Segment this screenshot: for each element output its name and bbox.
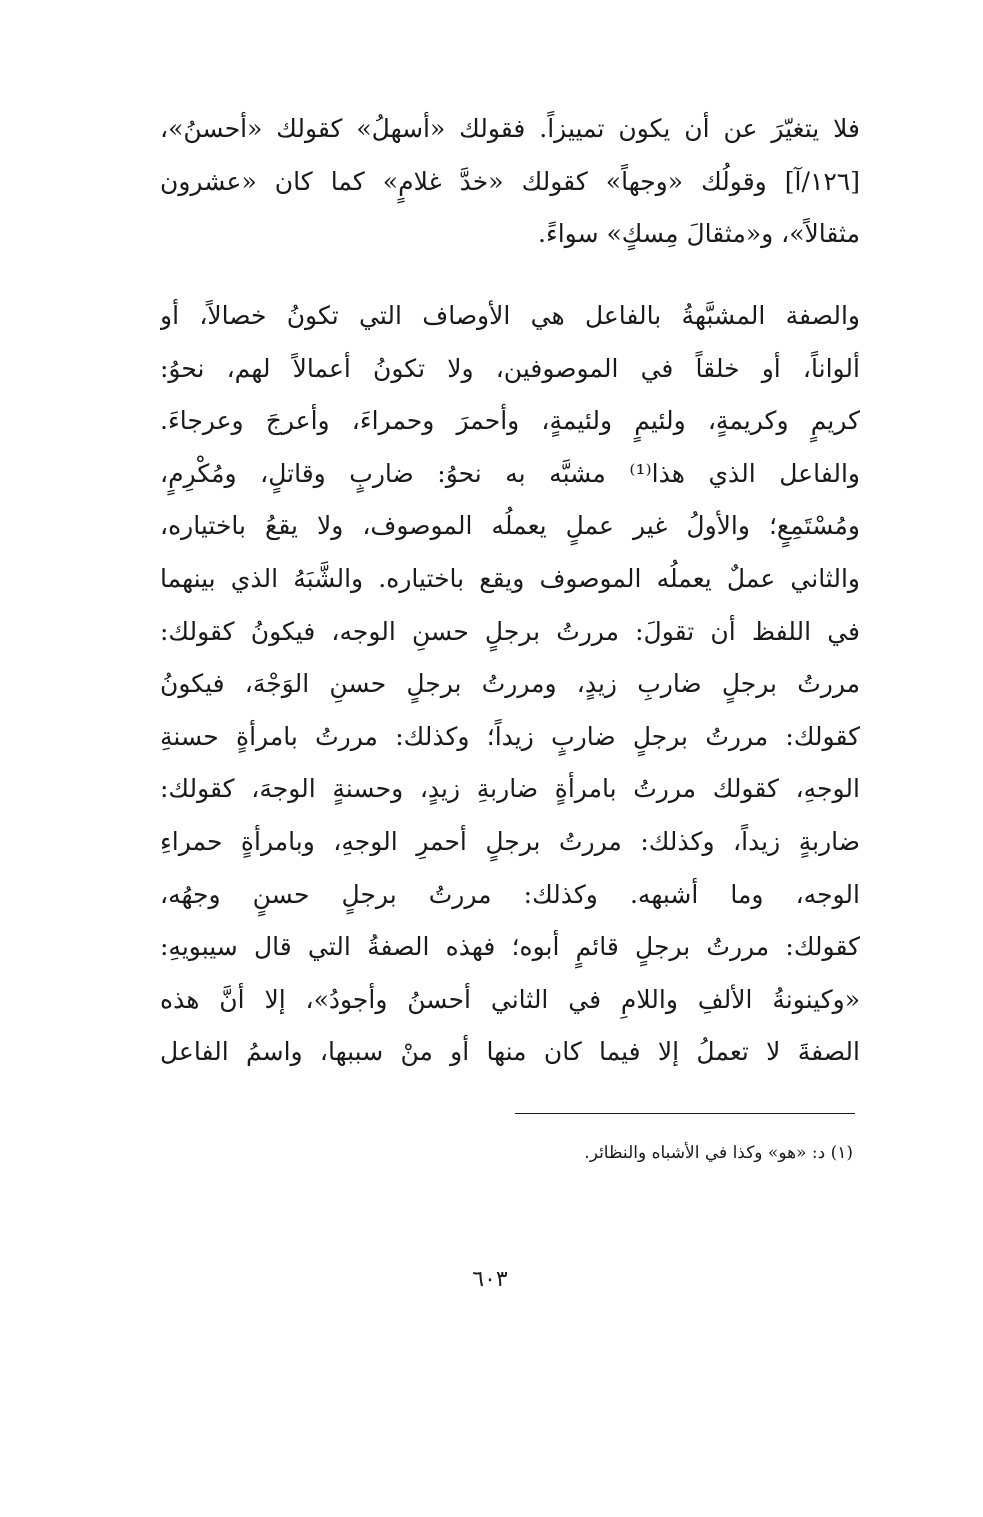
text-line: الوجه، وما أشبهه. وكذلك: مررتُ برجلٍ حسنٍ وجهُه، [160,879,860,909]
text-line: ألواناً، أو خلقاً في الموصوفين، ولا تكونُ أعمالاً لهم، نحوُ: [160,353,860,383]
text-line: والفاعل الذي هذا⁽¹⁾ مشبَّه به نحوُ: ضاربٍ وقاتلٍ، ومُكْرِمٍ، [160,458,860,488]
text-line: الوجهِ، كقولك مررتُ بامرأةٍ ضاربةِ زيدٍ، وحسنةٍ الوجهَ، كقولك: [160,774,860,804]
text-line: والصفة المشبَّهةُ بالفاعل هي الأوصاف التي تكونُ خصالاً، أو [160,301,860,330]
text-line: [١٢٦/آ] وقولُك «وجهاً» كقولك «خدَّ غلامٍ» كما كان «عشرون [160,166,860,196]
text-line: ومُسْتَمِعٍ؛ والأولُ غير عملٍ يعملُه الموصوف، ولا يقعُ باختياره، [160,511,860,541]
footnote-divider [515,1113,855,1114]
paragraph-2 [160,290,860,1079]
text-line: في اللفظ أن تقولَ: مررتُ برجلٍ حسنِ الوجه، فيكونُ كقولك: [160,616,860,646]
paragraph-1 [160,103,860,261]
text-line: كقولك: مررتُ برجلٍ ضاربٍ زيداً؛ وكذلك: مررتُ بامرأةٍ حسنةِ [160,721,860,751]
text-line: كريمٍ وكريمةٍ، ولئيمٍ ولئيمةٍ، وأحمرَ وحمراءَ، وأعرجَ وعرجاءَ. [160,406,860,436]
text-line: كقولك: مررتُ برجلٍ قائمٍ أبوه؛ فهذه الصفةُ التي قال سيبويهِ: [160,932,860,962]
page-number: ٦٠٣ [472,1267,508,1292]
text-line: «وكينونةُ الألفِ واللامِ في الثاني أحسنُ وأجودُ»، إلا أنَّ هذه [160,984,860,1014]
text-line: فلا يتغيّرَ عن أن يكون تمييزاً. فقولك «أسهلُ» كقولك «أحسنُ»، [160,114,860,143]
text-line: مثقالاً»، و«مثقالَ مِسكٍ» سواءً. [538,219,860,249]
footnote: (١) د: «هو» وكذا في الأشباه والنظائر. [584,1143,853,1163]
text-line: والثاني عملٌ يعملُه الموصوف ويقع باختياره. والشَّبَهُ الذي بينهما [160,563,860,593]
text-line: الصفةَ لا تعملُ إلا فيما كان منها أو منْ سببها، واسمُ الفاعل [160,1037,860,1067]
text-line: ضاربةٍ زيداً، وكذلك: مررتُ برجلٍ أحمرِ الوجهِ، وبامرأةٍ حمراءِ [160,826,860,856]
text-line: مررتُ برجلٍ ضاربِ زيدٍ، ومررتُ برجلٍ حسنِ الوَجْهَ، فيكونُ [160,669,860,699]
